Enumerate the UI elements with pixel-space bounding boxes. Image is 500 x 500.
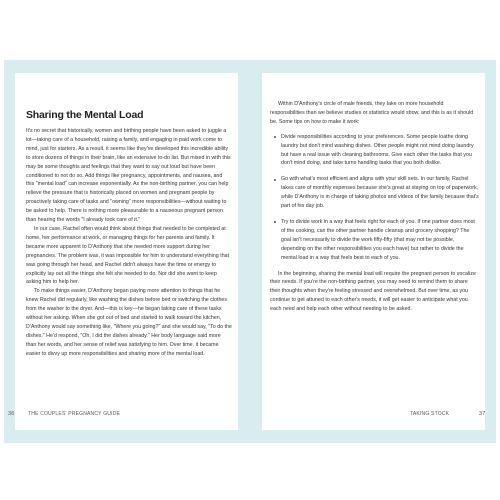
intro-paragraph: Within D'Anthony's circle of male friends, they take on more household responsibilities than we believe studies or statistics would show, and this is as it should be. Some tips on how to make it work: xyxy=(270,101,474,125)
section-heading: Sharing the Mental Load xyxy=(26,109,144,121)
left-page-number: 36 xyxy=(8,411,15,417)
paragraph-3: To make things easier, D'Anthony began paying more attention to things that he knew Rachel did regularly, like washing the dishes before bed or switching the clothes from the washer to the dryer. And—this is key—he began taking care of these tasks without her asking. When she got out of bed and started to walk toward the kitchen, D'Anthony would say something like, "Where you going?" and she would say, "To do the dishes." He'd respond, "Oh, I did the dishes already." Her body language said more than her words, and her sense of relief was satisfying to him. Over time, it became easier to divvy up more responsibilities and sharing more of the mental load. xyxy=(26,288,232,357)
left-running-title: THE COUPLES' PREGNANCY GUIDE xyxy=(28,411,121,417)
tips-list xyxy=(270,133,479,263)
right-page-content xyxy=(270,100,479,314)
tip-item-3: Try to divide work in a way that feels right for each of you. If one partner does most of the cooking, can the other partner handle cleanup and grocery shopping? The goal isn't necessarily to divide the work fifty-fifty (that may not be possible, depending on the other responsibilities you each have) but rather to divide the mental load in a way that feels best to each of you. xyxy=(281,218,479,263)
right-page xyxy=(262,73,485,430)
paragraph-1: It's no secret that historically, women and birthing people have been asked to juggle a lot—taking care of a household, raising a family, and engaging in paid work come to mind, just for starters. As a result, it seems like they've developed this incredible ability to store dozens of things in their brain, like an extensive to-do list. But mixed in with this may be some thoughts and feelings that they want to say out loud but have been conditioned to not do so. Add things like pregnancy, appointments, and nausea, and this "mental load" can increase exponentially. As the non-birthing partner, you can help relieve the pressure that is historically placed on women and pregnant people by proactively taking care of tasks and "owning" more responsibilities—without waiting to be asked to help. There is nothing more pleasurable to a nauseous pregnant person than hearing the words "I already took care of it." xyxy=(26,128,231,224)
paragraph-2: In our case, Rachel often would think about things that needed to be completed at home, her performance at work, or managing things for her parents and family. It became more apparent to D'Anthony that she needed more support during her pregnancies. The problem was, it was impossible for him to understand everything that was going through her head, and Rachel didn't always have the time or energy to explicitly lay out all the things she felt she needed to do. Nor did she want to keep asking him to help her. xyxy=(26,225,230,286)
right-page-number: 37 xyxy=(479,411,486,417)
right-running-title: TAKING STOCK xyxy=(410,411,450,417)
tip-item-2: Go with what's most efficient and aligns with your skill sets. In our family, Rachel takes care of monthly expenses because she's great at staying on top of paperwork, while D'Anthony is in charge of taking photos and videos of the family because that's part of his day job. xyxy=(281,176,479,210)
left-page xyxy=(15,73,238,430)
book-spread xyxy=(4,60,496,443)
tip-item-1: Divide responsibilities according to your preferences. Some people loathe doing laundry but don't mind washing dishes. Other people might not mind doing laundry but have a real issue with cleaning bathrooms. Give each other the tasks that you don't mind doing, and take turns handling tasks that you both dislike. xyxy=(281,133,479,169)
closing-paragraph: In the beginning, sharing the mental load will require the pregnant person to vocalize their needs. If you're the non-birthing partner, you may need to remind them to share their thoughts when they're feeling stressed and overwhelmed. But over time, as you continue to get attuned to each other's needs, it will get easier to anticipate what you each need and help each other without needing to be asked. xyxy=(270,270,476,313)
left-page-content xyxy=(26,109,232,359)
